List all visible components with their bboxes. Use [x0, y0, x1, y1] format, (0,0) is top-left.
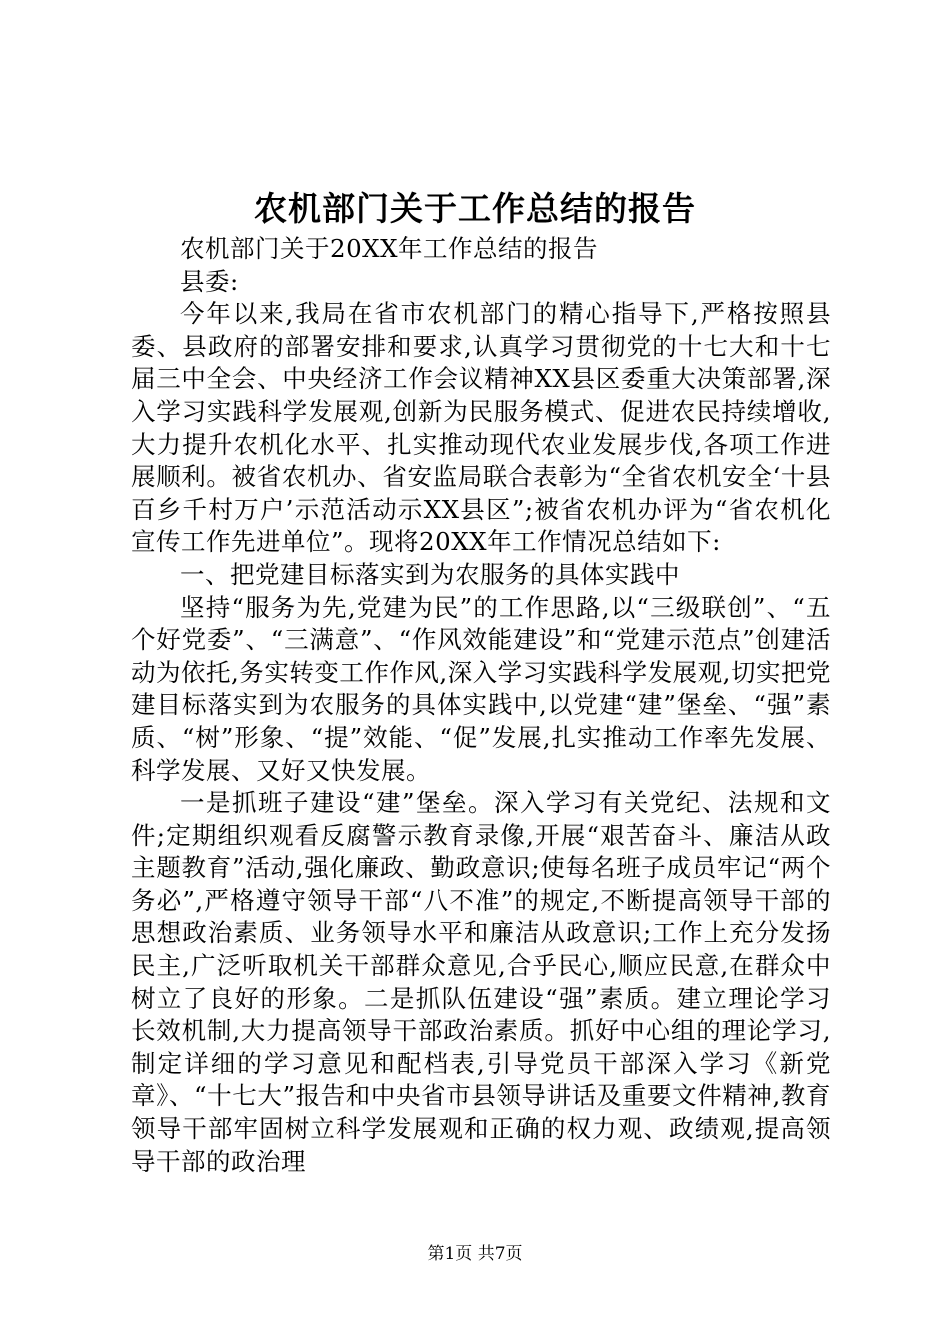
page-footer: 第1页 共7页 — [427, 1244, 523, 1264]
document-subtitle: 农机部门关于20XX年工作总结的报告 — [180, 234, 599, 263]
document-body — [131, 233, 831, 1178]
paragraph-intro: 今年以来,我局在省市农机部门的精心指导下,严格按照县委、县政府的部署安排和要求,认真学习贯彻党的十七大和十七届三中全会、中央经济工作会议精神XX县区委重大决策部署,深入学习实践科学发展观,创新为民服务模式、促进农民持续增收,大力提升农机化水平、扎实推动现代农业发展步伐,各项工作进展顺利。被省农机办、省安监局联合表彰为“全省农机安全‘十县百乡千村万户’示范活动示XX县区”;被省农机办评为“省农机化宣传工作先进单位”。现将20XX年工作情况总结如下: — [131, 299, 831, 557]
paragraph-party-building: 坚持“服务为先,党建为民”的工作思路,以“三级联创”、“五个好党委”、“三满意”、“作风效能建设”和“党建示范点”创建活动为依托,务实转变工作作风,深入学习实践科学发展观,切实把党建目标落实到为农服务的具体实践中,以党建“建”堡垒、“强”素质、“树”形象、“提”效能、“促”发展,扎实推动工作率先发展、科学发展、又好又快发展。 — [131, 592, 831, 785]
document-salutation: 县委: — [180, 266, 239, 296]
document-title: 农机部门关于工作总结的报告 — [254, 189, 696, 228]
section-heading-1: 一、把党建目标落实到为农服务的具体实践中 — [180, 559, 680, 589]
paragraph-team-building: 一是抓班子建设“建”堡垒。深入学习有关党纪、法规和文件;定期组织观看反腐警示教育录像,开展“艰苦奋斗、廉洁从政主题教育”活动,强化廉政、勤政意识;使每名班子成员牢记“两个务必”,严格遵守领导干部“八不准”的规定,不断提高领导干部的思想政治素质、业务领导水平和廉洁从政意识;工作上充分发扬民主,广泛听取机关干部群众意见,合乎民心,顺应民意,在群众中树立了良好的形象。二是抓队伍建设“强”素质。建立理论学习长效机制,大力提高领导干部政治素质。抓好中心组的理论学习,制定详细的学习意见和配档表,引导党员干部深入学习《新党章》、“十七大”报告和中央省市县领导讲话及重要文件精神,教育领导干部牢固树立科学发展观和正确的权力观、政绩观,提高领导干部的政治理 — [131, 788, 831, 1176]
